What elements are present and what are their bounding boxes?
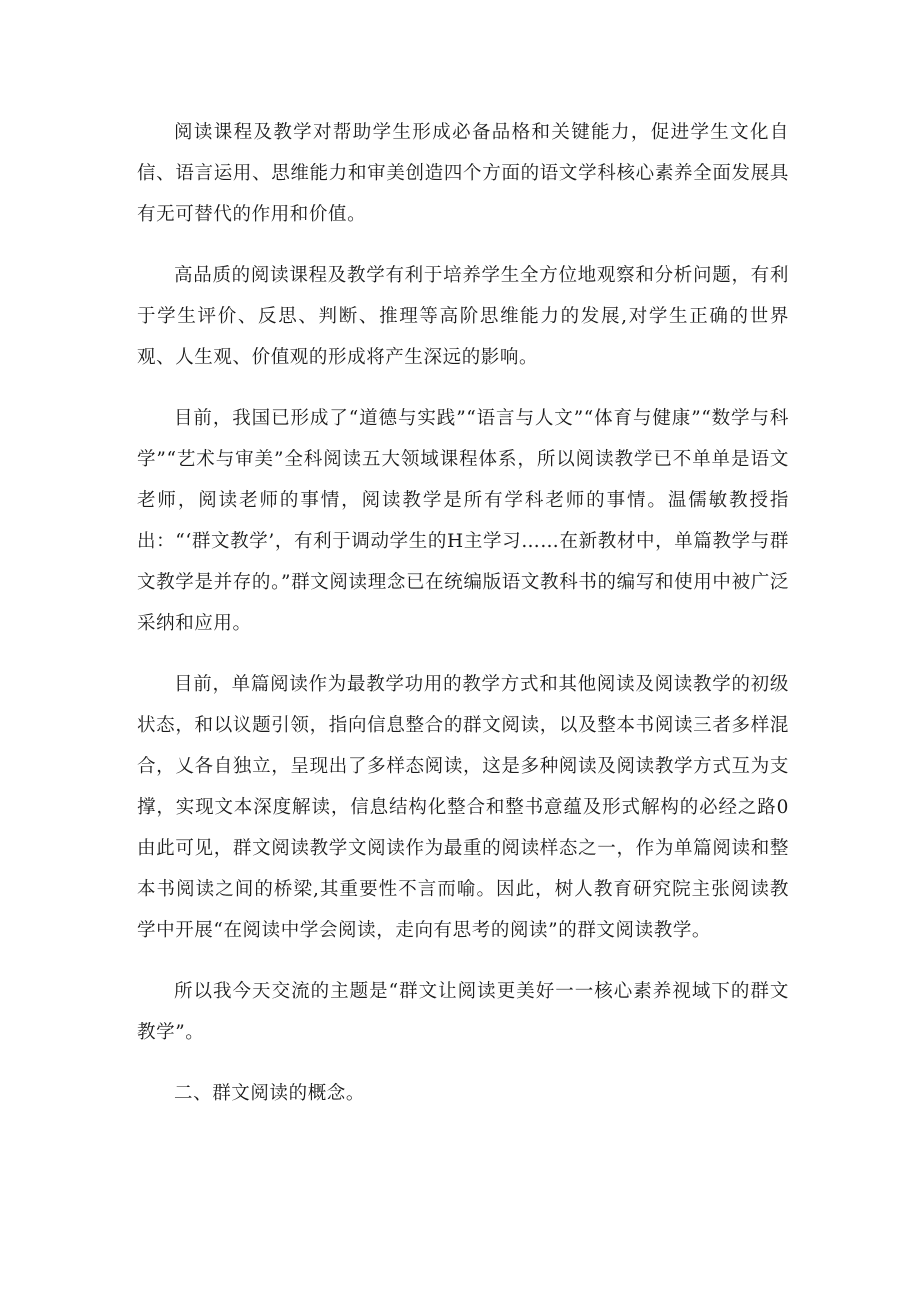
section-heading: 二、群文阅读的概念。 <box>174 1083 366 1104</box>
document-body <box>137 112 789 1114</box>
paragraph-2: 高品质的阅读课程及教学有利于培养学生全方位地观察和分析问题，有利于学生评价、反思、判断、推理等高阶思维能力的发展,对学生正确的世界观、人生观、价值观的形成将产生深远的影响。 <box>137 265 789 368</box>
paragraph-4: 目前，单篇阅读作为最教学功用的教学方式和其他阅读及阅读教学的初级状态，和以议题引领，指向信息整合的群文阅读，以及整本书阅读三者多样混合，乂各自独立，呈现出了多样态阅读，这是多种阅读及阅读教学方式互为支撑，实现文本深度解读，信息结构化整合和整书意蕴及形式解构的必经之路0由此可见，群文阅读教学文阅读作为最重的阅读样态之一，作为单篇阅读和整本书阅读之间的桥梁,其重要性不言而喻。因此，树人教育研究院主张阅读教学中开展“在阅读中学会阅读，走向有思考的阅读”的群文阅读教学。 <box>137 674 789 941</box>
paragraph-5: 所以我今天交流的主题是“群文让阅读更美好一一核心素养视域下的群文教学”。 <box>137 981 789 1043</box>
paragraph-3: 目前，我国已形成了“道德与实践”“语言与人文”“体育与健康”“数学与科学”“艺术与审美”全科阅读五大领域课程体系，所以阅读教学已不单单是语文老师，阅读老师的事情，阅读教学是所有学科老师的事情。温儒敏教授指出：“‘群文教学’，有利于调动学生的H主学习……在新教材中，单篇教学与群文教学是并存的。”群文阅读理念已在统编版语文教科书的编写和使用中被广泛采纳和应用。 <box>137 408 789 634</box>
paragraph-1: 阅读课程及教学对帮助学生形成必备品格和关键能力，促进学生文化自信、语言运用、思维能力和审美创造四个方面的语文学科核心素养全面发展具有无可替代的作用和价值。 <box>137 122 789 225</box>
